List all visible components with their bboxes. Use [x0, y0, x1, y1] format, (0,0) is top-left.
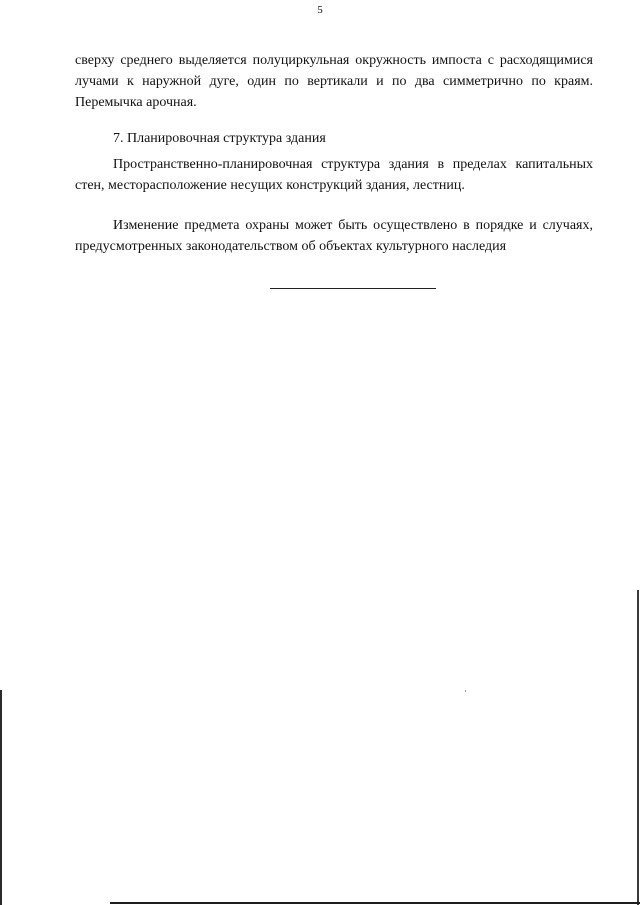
section-7-paragraph: Пространственно-планировочная структура здания в пределах капитальных стен, месторасположение несущих конструкций здания, лестниц.: [75, 157, 593, 193]
scan-edge-bottom: [110, 902, 640, 904]
scan-speck: [465, 690, 466, 692]
end-of-text-rule: [270, 288, 436, 289]
scan-edge-right: [637, 590, 639, 905]
page-number: 5: [317, 4, 323, 16]
protection-change-paragraph: Изменение предмета охраны может быть осуществлено в порядке и случаях, предусмотренных законодательством об объектах культурного наследия: [75, 218, 593, 254]
section-7-heading: 7. Планировочная структура здания: [113, 131, 326, 146]
scan-edge-left: [0, 690, 2, 905]
arch-description-paragraph: сверху среднего выделяется полуциркульная окружность импоста с расходящимися лучами к наружной дуге, один по вертикали и по два симметрично по краям. Перемычка арочная.: [75, 53, 593, 110]
